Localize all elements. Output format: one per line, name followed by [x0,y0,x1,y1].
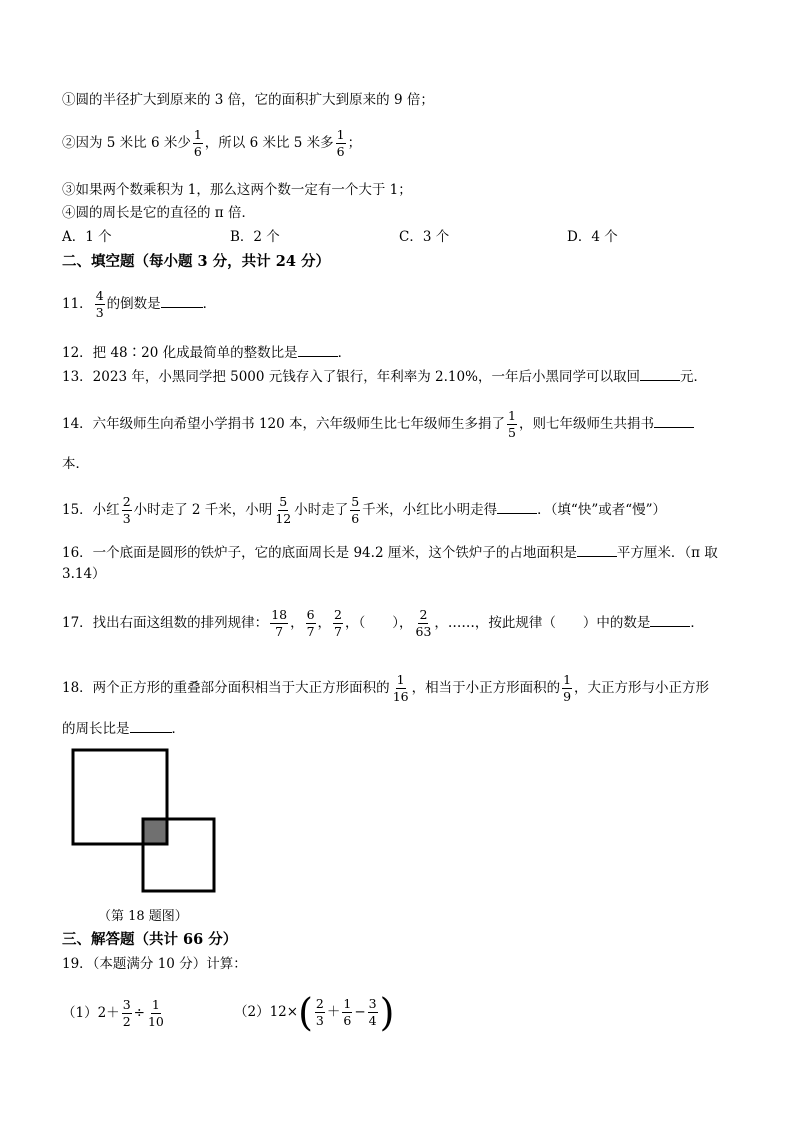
fraction: $\frac{1}{9}$ [563,672,572,704]
answer-blank [654,413,694,428]
option-d: D．4 个 [567,229,618,245]
question-19-part-1: （1）2＋ $\frac{3}{2}$ ÷ $\frac{1}{10}$ [62,997,164,1029]
fraction: $\frac{3}{4}$ [368,996,377,1028]
q10-statement-4: ④圆的周长是它的直径的 π 倍． [62,205,255,221]
fraction: $\frac{18}{7}$ [271,607,288,639]
fraction: $\frac{6}{7}$ [306,607,315,639]
question-16: 16．一个底面是圆形的铁炉子，它的底面周长是 94.2 厘米，这个铁炉子的占地面积是 平方厘米．（π 取 [62,542,718,562]
question-18: 18．两个正方形的重叠部分面积相当于大正方形面积的 $\frac{1}{16}$ ，相当于小正方形面积的 $\frac{1}{9}$ ，大正方形与小正方形 [62,672,710,704]
q10-statement-1: ①圆的半径扩大到原来的 3 倍，它的面积扩大到原来的 9 倍； [62,92,434,108]
section-heading-solutions: 三、解答题（共计 66 分） [62,931,238,948]
answer-blank [161,293,203,308]
question-14-continued: 本． [62,456,89,472]
answer-blank [640,366,680,381]
answer-blank [650,612,690,627]
question-14: 14．六年级师生向希望小学捐书 120 本，六年级师生比七年级师生多捐了 $\frac{1}{5}$ ，则七年级师生共捐书 [62,409,694,440]
question-17: 17．找出右面这组数的排列规律： $\frac{18}{7}$ ， $\frac{6}{7}$ ， $\frac{2}{7}$ ，（ ）， $\frac{2}{63}$ ，……，按此规律（ ）中的数是 ． [62,607,704,639]
fraction: $\frac{2}{3}$ [122,494,131,526]
option-b: B．2 个 [230,229,280,245]
fraction: $\frac{1}{6}$ [193,127,202,159]
fraction: $\frac{1}{5}$ [508,408,516,440]
fraction: $\frac{1}{6}$ [343,996,352,1028]
question-13: 13．2023 年，小黑同学把 5000 元钱存入了银行，年利率为 2.10%，一年后小黑同学可以取回 元． [62,366,707,386]
q10-statement-2: ②因为 5 米比 6 米少 $\frac{1}{6}$ ，所以 6 米比 5 米多 $\frac{1}{6}$ ； [62,127,362,159]
fraction: $\frac{1}{6}$ [336,127,345,159]
q10-options [62,228,682,246]
q10-statement-3: ③如果两个数乘积为 1，那么这两个数一定有一个大于 1； [62,182,412,198]
answer-blank [577,542,617,557]
question-18-continued: 的周长比是 ． [62,718,185,738]
question-11: 11． $\frac{4}{3}$ 的倒数是 ． [62,288,217,320]
fraction: $\frac{5}{12}$ [275,494,292,526]
overlapping-squares-figure [70,747,220,897]
question-19-intro: 19．（本题满分 10 分）计算： [62,956,247,972]
fraction: $\frac{2}{7}$ [334,607,342,639]
section-heading-fill-in: 二、填空题（每小题 3 分，共计 24 分） [62,253,330,270]
fraction: $\frac{4}{3}$ [95,288,104,320]
option-c: C．3 个 [399,229,450,245]
right-paren: ) [379,990,395,1035]
answer-blank [130,718,172,733]
question-12: 12．把 48∶20 化成最简单的整数比是 ． [62,342,351,362]
figure-caption: （第 18 题图） [98,909,188,924]
question-16-continued: 3.14） [62,566,106,582]
left-paren: ( [298,990,313,1035]
fraction: $\frac{1}{16}$ [392,672,409,704]
option-a: A．1 个 [62,229,112,245]
answer-blank [298,342,338,357]
fraction: $\frac{3}{2}$ [122,997,131,1029]
fraction: $\frac{2}{63}$ [415,607,432,639]
overlap-region [143,819,167,844]
answer-blank [497,499,537,514]
fraction: $\frac{5}{6}$ [351,494,360,526]
question-19-part-2: （2）12×( $\frac{2}{3}$ ＋ $\frac{1}{6}$ − $\frac{3}{4}$ ) [234,990,395,1035]
question-15: 15．小红 $\frac{2}{3}$ 小时走了 2 千米，小明 $\frac{5}{12}$ 小时走了 $\frac{5}{6}$ 千米，小红比小明走得 ．（填“快”或者“慢”） [62,494,667,526]
fraction: $\frac{1}{10}$ [147,997,164,1029]
fraction: $\frac{2}{3}$ [315,996,324,1028]
